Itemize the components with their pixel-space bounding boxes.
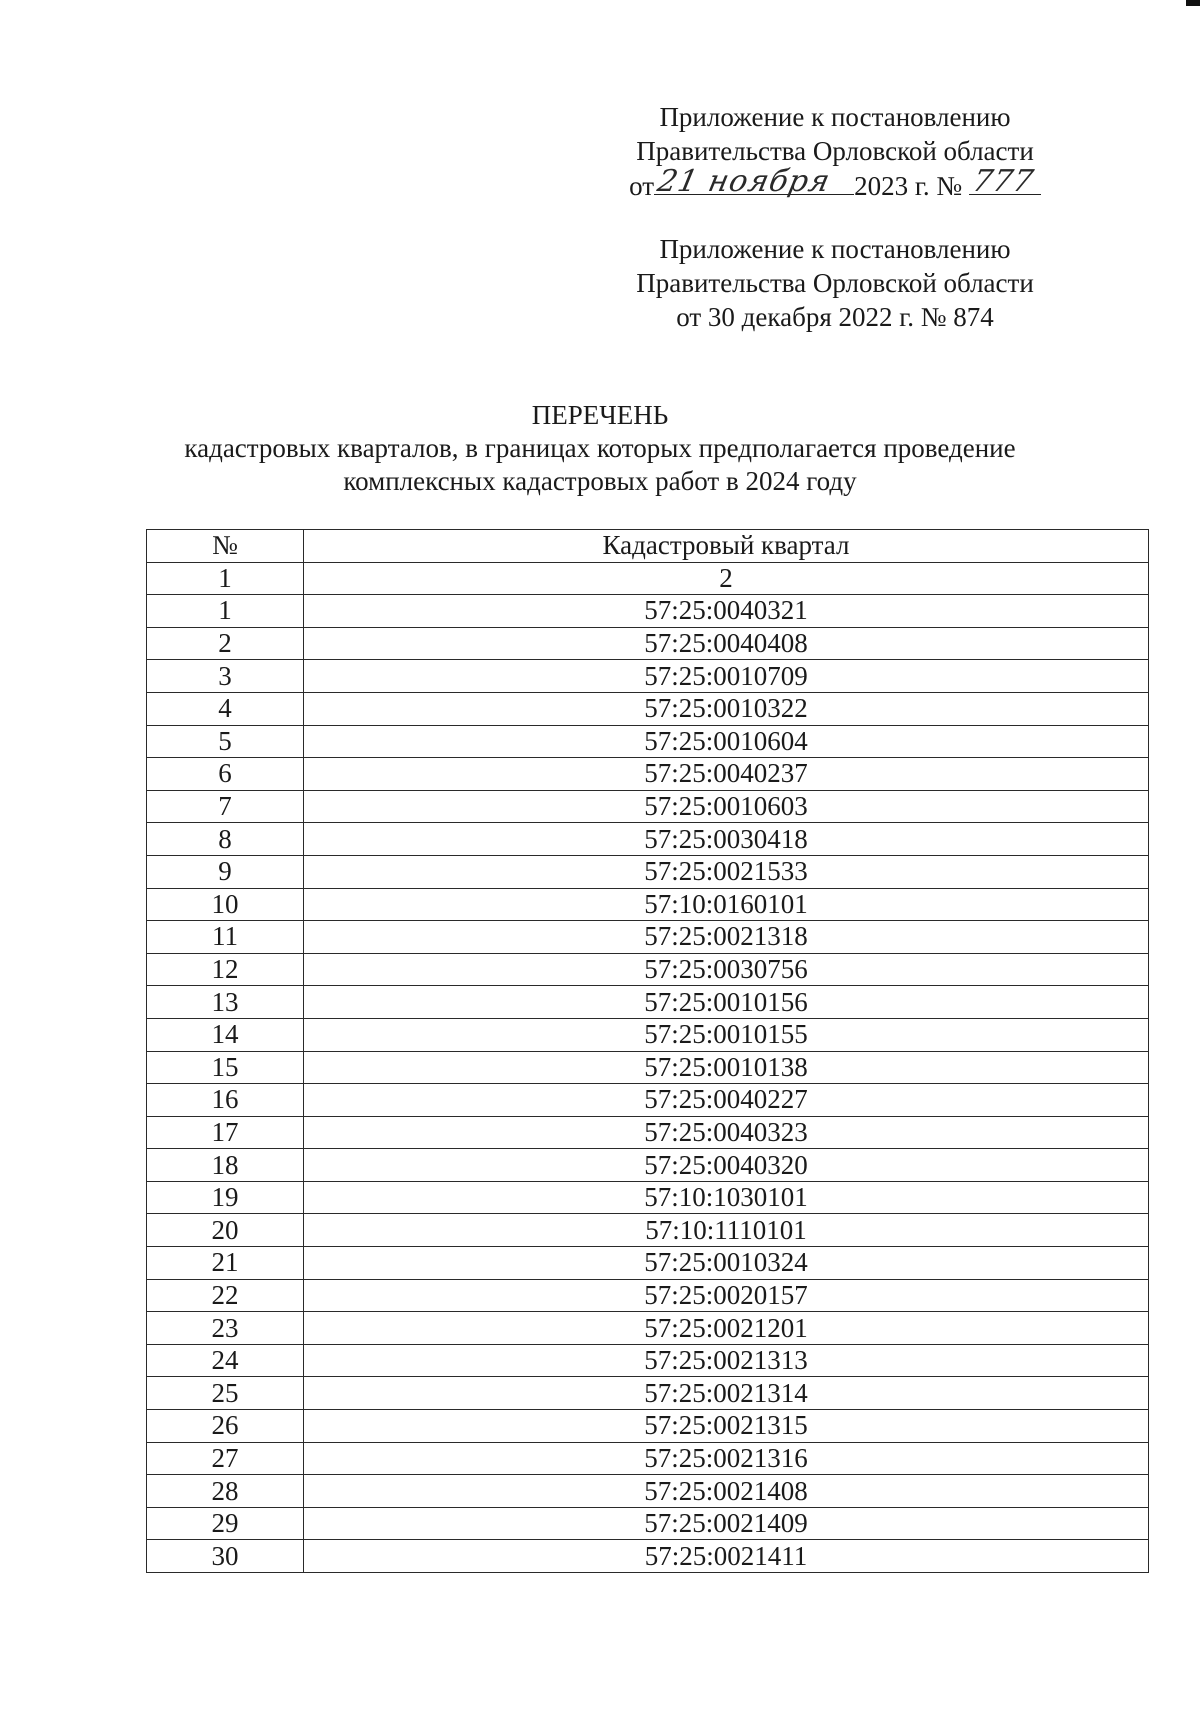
table-row [147, 1279, 1149, 1312]
cadastral-number: 57:10:1110101 [304, 1214, 1149, 1247]
cadastral-number: 57:25:0021408 [304, 1475, 1149, 1508]
title-line-2: комплексных кадастровых работ в 2024 году [343, 466, 857, 496]
header-number: № [147, 530, 304, 563]
row-number: 21 [147, 1247, 304, 1280]
cadastral-number: 57:10:1030101 [304, 1181, 1149, 1214]
cadastral-number: 57:25:0021313 [304, 1344, 1149, 1377]
row-number: 26 [147, 1410, 304, 1443]
appendix-label: Приложение к постановлению [659, 102, 1011, 132]
row-number: 28 [147, 1475, 304, 1508]
row-number: 13 [147, 986, 304, 1019]
row-number: 14 [147, 1018, 304, 1051]
row-number: 8 [147, 823, 304, 856]
table-row [147, 790, 1149, 823]
cadastral-number: 57:25:0021314 [304, 1377, 1149, 1410]
table-row [147, 1540, 1149, 1573]
cadastral-number: 57:10:0160101 [304, 888, 1149, 921]
row-number: 6 [147, 758, 304, 791]
appendix-header-previous [585, 232, 1085, 334]
table-row [147, 1312, 1149, 1345]
row-number: 18 [147, 1149, 304, 1182]
row-number: 22 [147, 1279, 304, 1312]
row-number: 12 [147, 953, 304, 986]
table-row [147, 823, 1149, 856]
row-number: 5 [147, 725, 304, 758]
row-number: 3 [147, 660, 304, 693]
table-header-row [147, 530, 1149, 563]
table-row [147, 1442, 1149, 1475]
table-row [147, 1051, 1149, 1084]
table-row [147, 1247, 1149, 1280]
decree-year: 2023 г. № [854, 171, 963, 201]
cadastral-number: 57:25:0021315 [304, 1410, 1149, 1443]
table-row [147, 953, 1149, 986]
row-number: 23 [147, 1312, 304, 1345]
row-number: 1 [147, 595, 304, 628]
table-row [147, 725, 1149, 758]
cadastral-number: 57:25:0010156 [304, 986, 1149, 1019]
row-number: 30 [147, 1540, 304, 1573]
cadastral-number: 57:25:0040237 [304, 758, 1149, 791]
cadastral-number: 57:25:0021318 [304, 921, 1149, 954]
handwritten-number: 777 [969, 164, 1037, 199]
table-row [147, 595, 1149, 628]
cadastral-number: 57:25:0021316 [304, 1442, 1149, 1475]
row-number: 10 [147, 888, 304, 921]
row-number: 24 [147, 1344, 304, 1377]
appendix-header-current [585, 100, 1085, 203]
cadastral-number: 57:25:0010709 [304, 660, 1149, 693]
cadastral-number: 57:25:0030418 [304, 823, 1149, 856]
table-row [147, 855, 1149, 888]
table-row [147, 1507, 1149, 1540]
cadastral-number: 57:25:0021533 [304, 855, 1149, 888]
table-body [147, 595, 1149, 1573]
row-number: 17 [147, 1116, 304, 1149]
header-cadastral-quarter: Кадастровый квартал [304, 530, 1149, 563]
cadastral-number: 57:25:0021201 [304, 1312, 1149, 1345]
cadastral-number: 57:25:0040408 [304, 627, 1149, 660]
date-blank [654, 164, 854, 199]
cadastral-number: 57:25:0010324 [304, 1247, 1149, 1280]
title-line-1: кадастровых кварталов, в границах которых предполагается проведение [184, 433, 1016, 463]
table-row [147, 1084, 1149, 1117]
decree-date-line [585, 164, 1085, 203]
table-row [147, 1344, 1149, 1377]
table-row [147, 921, 1149, 954]
table-row [147, 1149, 1149, 1182]
table-row [147, 1214, 1149, 1247]
cadastral-number: 57:25:0040323 [304, 1116, 1149, 1149]
table-row [147, 758, 1149, 791]
appendix-label: Приложение к постановлению [659, 234, 1011, 264]
row-number: 25 [147, 1377, 304, 1410]
table-row [147, 1116, 1149, 1149]
table-row [147, 1018, 1149, 1051]
table-row [147, 986, 1149, 1019]
table-row [147, 1475, 1149, 1508]
row-number: 9 [147, 855, 304, 888]
cadastral-number: 57:25:0021411 [304, 1540, 1149, 1573]
date-prefix: от [629, 171, 655, 201]
cadastral-number: 57:25:0040227 [304, 1084, 1149, 1117]
document-title [0, 399, 1200, 498]
handwritten-date: 21 ноября [654, 164, 834, 199]
column-number-2: 2 [304, 562, 1149, 595]
cadastral-number: 57:25:0020157 [304, 1279, 1149, 1312]
table-row [147, 888, 1149, 921]
table-row [147, 1410, 1149, 1443]
row-number: 27 [147, 1442, 304, 1475]
row-number: 11 [147, 921, 304, 954]
cadastral-number: 57:25:0030756 [304, 953, 1149, 986]
cadastral-number: 57:25:0021409 [304, 1507, 1149, 1540]
column-number-row [147, 562, 1149, 595]
row-number: 16 [147, 1084, 304, 1117]
government-label: Правительства Орловской области [636, 136, 1034, 166]
table-row [147, 692, 1149, 725]
cadastral-number: 57:25:0010322 [304, 692, 1149, 725]
cadastral-quarters-table [146, 529, 1149, 1573]
row-number: 7 [147, 790, 304, 823]
row-number: 29 [147, 1507, 304, 1540]
cadastral-number: 57:25:0010603 [304, 790, 1149, 823]
number-blank [969, 164, 1041, 199]
table-row [147, 660, 1149, 693]
previous-decree-date: от 30 декабря 2022 г. № 874 [676, 302, 994, 332]
row-number: 2 [147, 627, 304, 660]
row-number: 19 [147, 1181, 304, 1214]
cadastral-number: 57:25:0040320 [304, 1149, 1149, 1182]
row-number: 4 [147, 692, 304, 725]
cadastral-number: 57:25:0040321 [304, 595, 1149, 628]
table-row [147, 1377, 1149, 1410]
row-number: 20 [147, 1214, 304, 1247]
column-number-1: 1 [147, 562, 304, 595]
cadastral-number: 57:25:0010138 [304, 1051, 1149, 1084]
cadastral-number: 57:25:0010604 [304, 725, 1149, 758]
row-number: 15 [147, 1051, 304, 1084]
scan-corner-mark [1186, 0, 1200, 6]
table-row [147, 1181, 1149, 1214]
title-heading: ПЕРЕЧЕНЬ [531, 400, 669, 430]
cadastral-number: 57:25:0010155 [304, 1018, 1149, 1051]
table-row [147, 627, 1149, 660]
government-label: Правительства Орловской области [636, 268, 1034, 298]
